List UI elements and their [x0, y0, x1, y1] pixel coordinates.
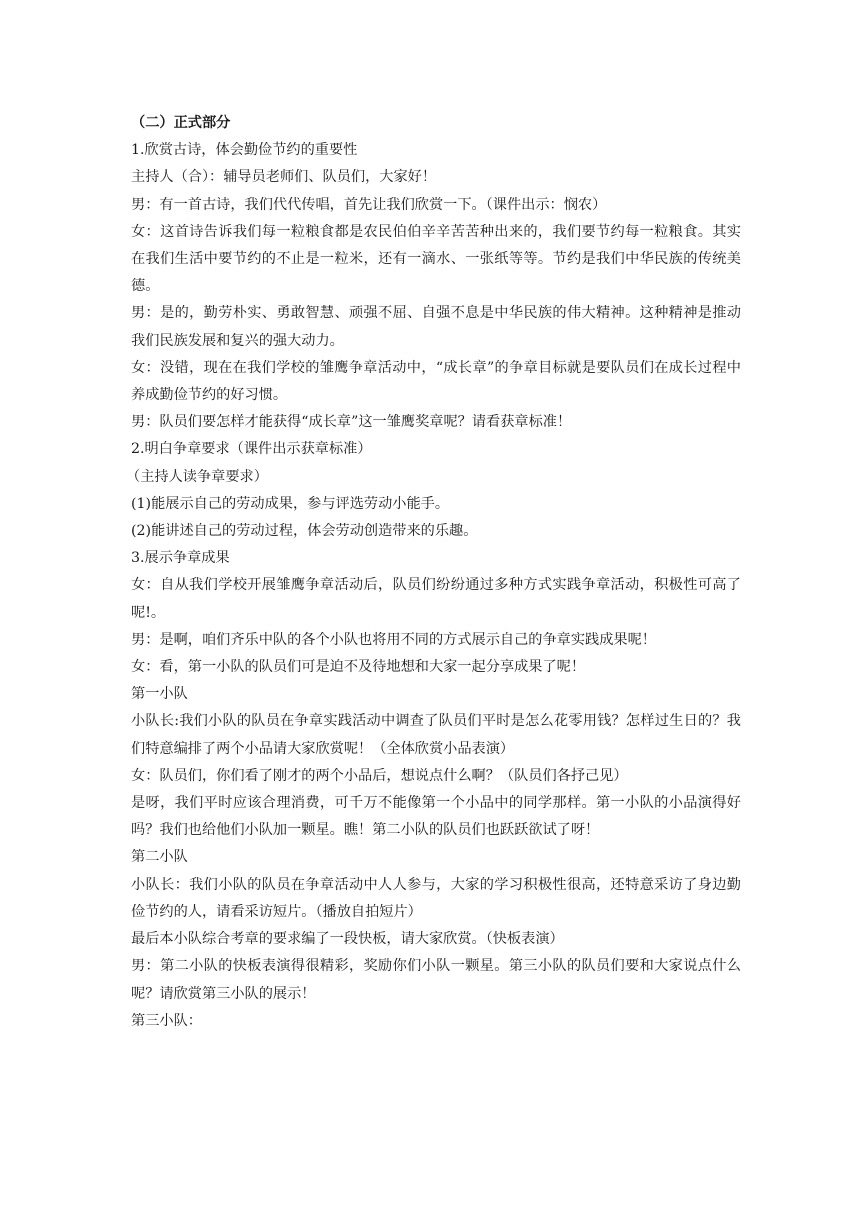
dialogue-line: 女：队员们，你们看了刚才的两个小品后，想说点什么啊？（队员们各抒己见）	[131, 767, 628, 784]
dialogue-line: 男：是的，勤劳朴实、勇敢智慧、顽强不屈、自强不息是中华民族的伟大精神。这种精神是推动我们民族发展和复兴的强大动力。	[131, 305, 741, 349]
section-heading: （二）正式部分	[131, 115, 231, 131]
requirement-item: (2)能讲述自己的劳动过程，体会劳动创造带来的乐趣。	[131, 523, 478, 540]
dialogue-line: 男：是啊，咱们齐乐中队的各个小队也将用不同的方式展示自己的争章实践成果呢！	[131, 631, 656, 648]
dialogue-line: 小队长:我们小队的队员在争章实践活动中调查了队员们平时是怎么花零用钱？怎样过生日的？我们特意编排了两个小品请大家欣赏呢！（全体欣赏小品表演）	[131, 713, 741, 757]
dialogue-line: 男：队员们要怎样才能获得“成长章”这一雏鹰奖章呢？请看获章标准！	[131, 414, 572, 431]
dialogue-line: 男：有一首古诗，我们代代传唱，首先让我们欣赏一下。（课件出示：悯农）	[131, 196, 607, 213]
subsection-title: 2.明白争章要求（课件出示获章标准）	[131, 441, 372, 458]
dialogue-line: 是呀，我们平时应该合理消费，可千万不能像第一个小品中的同学那样。第一小队的小品演得好吗？我们也给他们小队加一颗星。瞧！第二小队的队员们也跃跃欲试了呀！	[131, 795, 741, 839]
team-label: 第三小队：	[131, 1012, 202, 1029]
team-label: 第一小队	[131, 686, 188, 703]
dialogue-line: 女：自从我们学校开展雏鹰争章活动后，队员们纷纷通过多种方式实践争章活动，积极性可高了呢!。	[131, 577, 741, 621]
dialogue-line: 主持人（合）：辅导员老师们、队员们，大家好！	[131, 169, 437, 186]
subsection-title: 3.展示争章成果	[131, 550, 230, 567]
dialogue-line: 男：第二小队的快板表演得很精彩，奖励你们小队一颗星。第三小队的队员们要和大家说点什么呢？请欣赏第三小队的展示！	[131, 958, 741, 1002]
requirement-item: (1)能展示自己的劳动成果，参与评选劳动小能手。	[131, 495, 450, 512]
team-label: 第二小队	[131, 849, 188, 866]
dialogue-line: 女：没错，现在在我们学校的雏鹰争章活动中，“成长章”的争章目标就是要队员们在成长过程中养成勤俭节约的好习惯。	[131, 359, 741, 404]
subsection-title: 1.欣赏古诗，体会勤俭节约的重要性	[131, 142, 358, 159]
dialogue-line: 最后本小队综合考章的要求编了一段快板，请大家欣赏。（快板表演）	[131, 931, 564, 948]
dialogue-line: 女：这首诗告诉我们每一粒粮食都是农民伯伯辛辛苦苦种出来的，我们要节约每一粒粮食。其实在我们生活中要节约的不止是一粒米，还有一滴水、一张纸等等。节约是我们中华民族的传统美德。	[131, 223, 741, 295]
document-body	[126, 110, 741, 1035]
stage-direction: （主持人读争章要求）	[126, 468, 268, 485]
dialogue-line: 女：看，第一小队的队员们可是迫不及待地想和大家一起分享成果了呢！	[131, 659, 586, 676]
dialogue-line: 小队长：我们小队的队员在争章活动中人人参与，大家的学习积极性很高，还特意采访了身边勤俭节约的人，请看采访短片。（播放自拍短片）	[131, 876, 741, 920]
